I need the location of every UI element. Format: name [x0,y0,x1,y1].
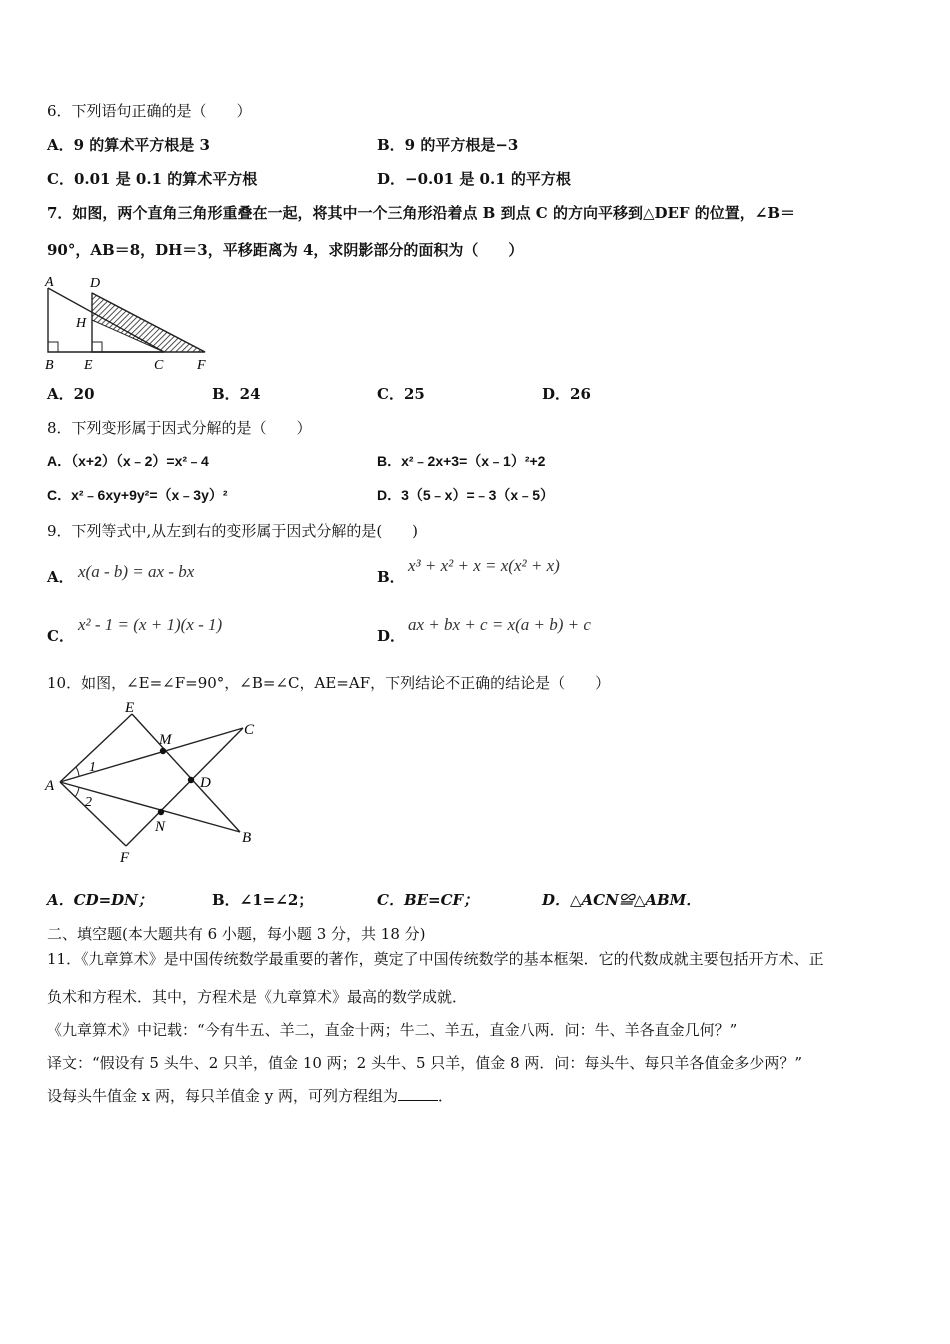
q8-option-a: A．（x+2）（x﹣2）=x²﹣4 [47,453,209,469]
section-2-heading: 二、填空题(本大题共有 6 小题，每小题 3 分，共 18 分) [47,925,426,943]
q10-angle-1-arc [76,767,79,777]
q11-line-5 [47,1086,453,1106]
q9-option-a-label: A． [47,568,74,586]
q7-option-b: B．24 [212,385,261,403]
q10-option-d: D．△ACN≌△ABM． [542,891,702,909]
q8-option-b: B．x²﹣2x+3=（x﹣1）²+2 [377,453,546,469]
q10-option-c: C．BE=CF； [377,891,479,909]
q8-option-c: C．x²﹣6xy+9y²=（x﹣3y）² [47,487,228,503]
q7-triangle-abc [48,288,164,352]
q7-label-e: E [84,358,93,372]
q11-line-2: 负术和方程术．其中，方程术是《九章算术》最高的数学成就． [47,988,468,1006]
q11-line-1: 11．《九章算术》是中国传统数学最重要的著作，奠定了中国传统数学的基本框架．它的代数成就主要包括开方术、正 [47,950,824,968]
q10-label-b: B [242,830,252,846]
q8-stem: 8．下列变形属于因式分解的是（ ） [47,419,312,437]
q7-option-d: D．26 [542,385,591,403]
q11-line-3: 《九章算术》中记载：“今有牛五、羊二，直金十两；牛二、羊五，直金八两．问：牛、羊各直金几何？” [47,1021,738,1039]
q6-option-b: B．9 的平方根是−3 [377,136,519,154]
q7-stem-line1: 7．如图，两个直角三角形重叠在一起，将其中一个三角形沿着点 B 到点 C 的方向平移到△DEF 的位置，∠B＝ [47,204,796,222]
q10-option-a: A．CD=DN； [47,891,153,909]
q10-label-f: F [120,850,130,866]
q11-line-5-end: ． [438,1087,454,1105]
q10-line-eb [132,714,240,832]
q9-option-a-expr: x(a - b) = ax - bx [78,562,195,581]
q7-right-angle-e [92,342,102,352]
q11-line-5-text: 设每头牛值金 x 两，每只羊值金 y 两，可列方程组为 [47,1087,399,1105]
q9-option-c-expr: x² - 1 = (x + 1)(x - 1) [78,615,223,634]
q10-label-one: 1 [89,760,96,775]
q6-option-d: D．−0.01 是 0.1 的平方根 [377,170,571,188]
q6-stem: 6．下列语句正确的是（ ） [47,102,252,120]
q7-label-a: A [45,275,54,290]
q6-option-a: A．9 的算术平方根是 3 [47,136,210,154]
q10-label-d: D [200,775,211,791]
q10-label-e: E [125,700,135,716]
q7-label-b: B [45,358,54,372]
q9-option-b-expr: x³ + x² + x = x(x² + x) [408,556,560,575]
q10-figure-kite [40,698,270,868]
q9-option-c-label: C． [47,627,74,645]
q9-option-b-label: B． [377,568,405,586]
q11-line-4: 译文：“假设有 5 头牛、2 只羊，值金 10 两；2 头牛、5 只羊，值金 8 两．问：每头牛、每只羊各值金多少两？” [47,1054,803,1072]
q10-option-b: B．∠1=∠2； [212,891,314,909]
q10-point-d [188,777,194,783]
q7-label-c: C [154,358,164,372]
q7-figure-overlapping-triangles [40,272,220,372]
q7-right-angle-b [48,342,58,352]
q7-label-d: D [90,276,101,291]
q10-point-m [160,748,166,754]
q7-option-a: A．20 [47,385,95,403]
q10-stem: 10．如图，∠E=∠F=90°，∠B=∠C，AE=AF，下列结论不正确的结论是（ ） [47,674,611,692]
q11-answer-blank[interactable] [398,1086,438,1101]
q7-label-h: H [76,316,87,331]
q9-option-d-expr: ax + bx + c = x(a + b) + c [408,615,591,634]
q7-option-c: C．25 [377,385,425,403]
q10-label-n: N [155,819,166,835]
q9-option-d-label: D． [377,627,406,645]
q10-label-m: M [159,732,172,748]
q10-label-two: 2 [85,795,92,810]
q6-option-c: C．0.01 是 0.1 的算术平方根 [47,170,258,188]
q10-angle-2-arc [75,787,79,797]
q7-stem-line2: 90°，AB＝8，DH＝3，平移距离为 4，求阴影部分的面积为（ ） [47,241,524,259]
q9-stem: 9．下列等式中,从左到右的变形属于因式分解的是( ) [47,522,419,540]
q10-point-n [158,809,164,815]
q7-label-f: F [197,358,206,372]
q8-option-d: D．3（5﹣x）=﹣3（x﹣5） [377,487,555,503]
q10-label-a: A [45,778,55,794]
q10-label-c: C [244,722,255,738]
